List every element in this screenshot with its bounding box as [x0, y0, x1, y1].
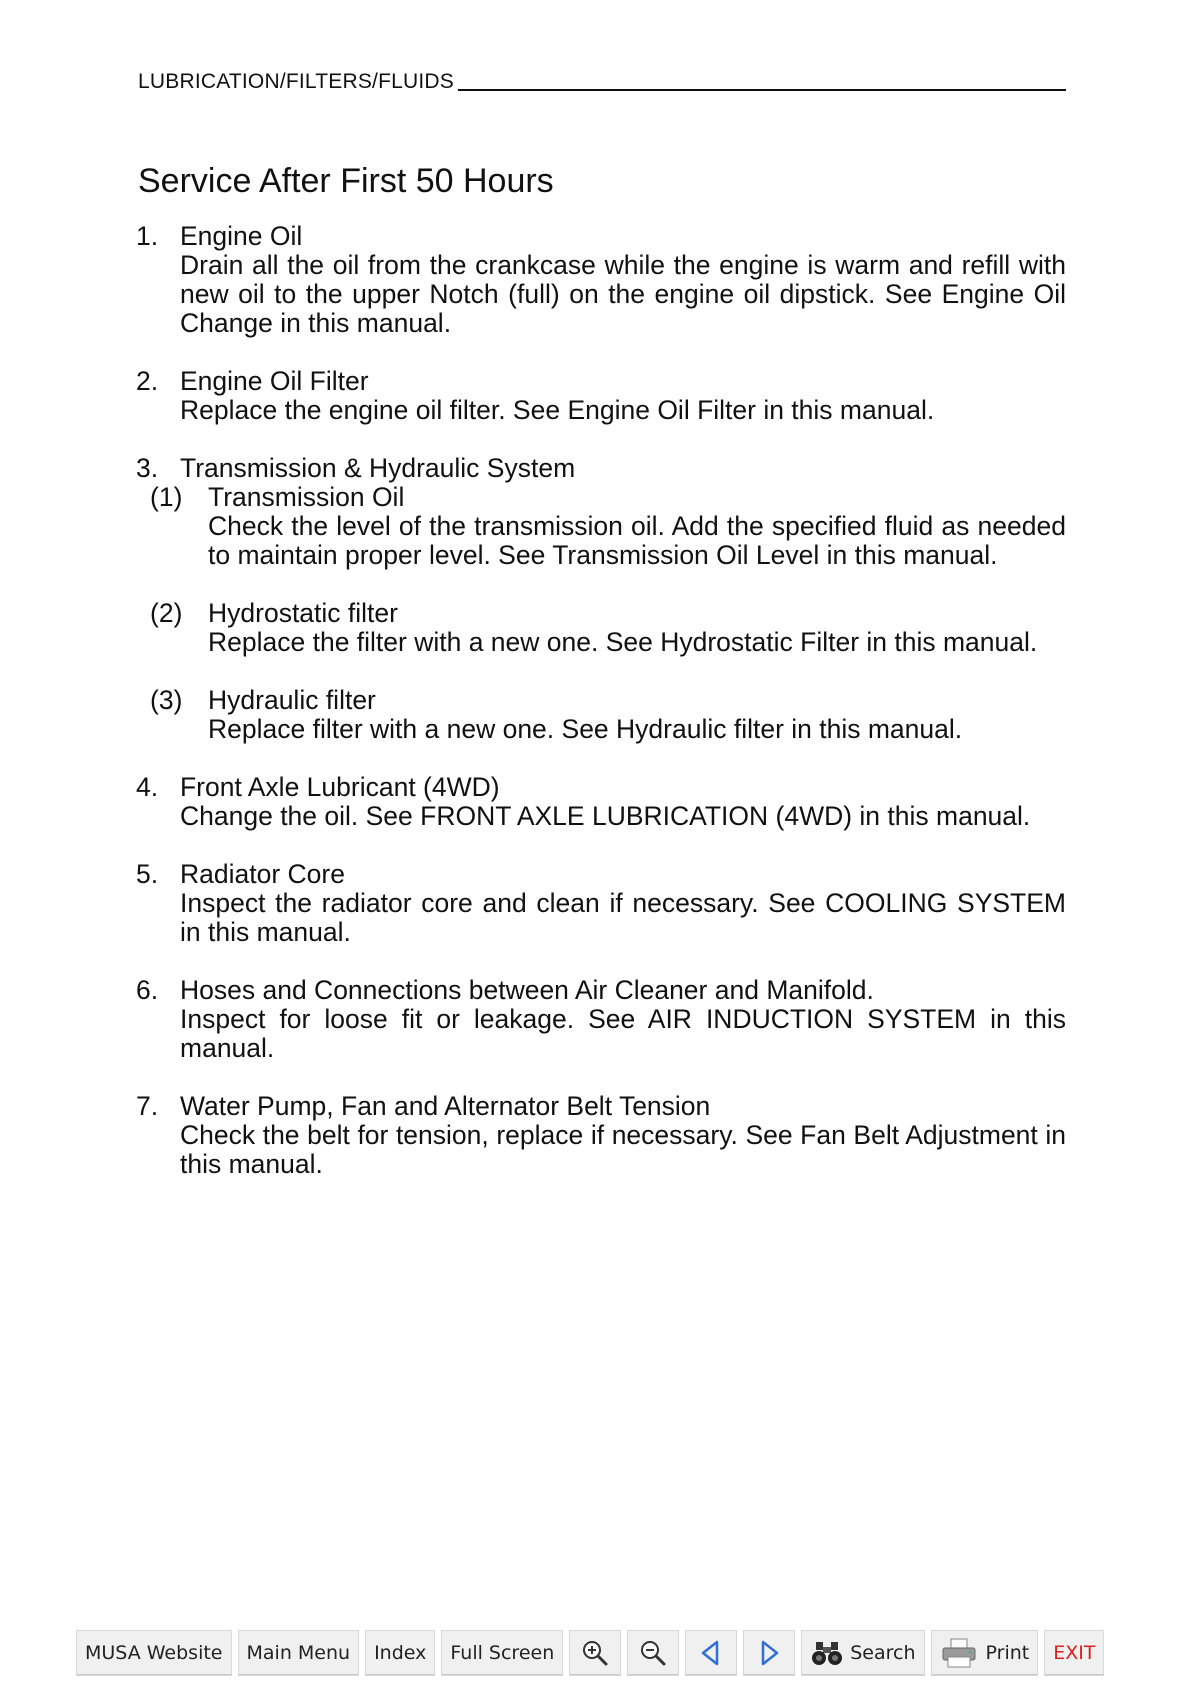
item-number: 5. — [136, 859, 159, 889]
list-item — [136, 367, 1066, 425]
item-number: 6. — [136, 975, 159, 1005]
item-description: Check the belt for tension, replace if necessary. See Fan Belt Adjustment in this manual. — [180, 1120, 1066, 1179]
item-description: Drain all the oil from the crankcase while the engine is warm and refill with new oil to the upper Notch (full) on the engine oil dipstick. See Engine Oil Change in this manual. — [180, 250, 1066, 338]
triangle-right-icon — [755, 1638, 783, 1668]
item-number: 7. — [136, 1091, 159, 1121]
main-menu-button[interactable]: Main Menu — [238, 1630, 360, 1676]
print-button[interactable] — [931, 1630, 1039, 1676]
item-description: Change the oil. See FRONT AXLE LUBRICATION (4WD) in this manual. — [180, 801, 1031, 831]
sub-item-heading: Transmission Oil — [208, 482, 405, 512]
item-heading: Front Axle Lubricant (4WD) — [180, 772, 500, 802]
item-heading: Transmission & Hydraulic System — [180, 453, 576, 483]
zoom-in-icon — [580, 1638, 610, 1668]
viewer-toolbar — [76, 1630, 1104, 1676]
item-description: Inspect for loose fit or leakage. See AIR INDUCTION SYSTEM in this manual. — [180, 1004, 1066, 1063]
sub-item-number: (1) — [150, 482, 183, 512]
index-button[interactable]: Index — [365, 1630, 435, 1676]
exit-button[interactable]: EXIT — [1044, 1630, 1104, 1676]
printer-icon — [940, 1637, 980, 1669]
running-header — [138, 70, 1066, 94]
item-heading: Radiator Core — [180, 859, 345, 889]
item-number: 2. — [136, 366, 159, 396]
triangle-left-icon — [697, 1638, 725, 1668]
zoom-in-button[interactable] — [569, 1630, 621, 1676]
item-number: 1. — [136, 221, 159, 251]
sub-item-heading: Hydraulic filter — [208, 685, 376, 715]
list-item — [136, 773, 1066, 831]
binoculars-icon — [810, 1639, 844, 1667]
sub-item — [150, 599, 1066, 657]
previous-page-button[interactable] — [685, 1630, 737, 1676]
item-heading: Hoses and Connections between Air Cleaner and Manifold. — [180, 975, 874, 1005]
item-number: 3. — [136, 453, 159, 483]
list-item — [136, 976, 1066, 1063]
sub-item-number: (3) — [150, 685, 183, 715]
list-item — [136, 222, 1066, 338]
search-button[interactable] — [801, 1630, 924, 1676]
next-page-button[interactable] — [743, 1630, 795, 1676]
item-description: Replace the engine oil filter. See Engine Oil Filter in this manual. — [180, 395, 935, 425]
sub-item-number: (2) — [150, 598, 183, 628]
service-list — [136, 222, 1066, 1208]
page-title: Service After First 50 Hours — [138, 162, 554, 200]
item-number: 4. — [136, 772, 159, 802]
sub-item-description: Check the level of the transmission oil. Add the specified fluid as needed to maintain proper level. See Transmission Oil Level in this manual. — [208, 511, 1066, 570]
section-name: LUBRICATION/FILTERS/FLUIDS — [138, 70, 454, 93]
sub-item-description: Replace the filter with a new one. See Hydrostatic Filter in this manual. — [208, 627, 1038, 657]
sub-item — [150, 686, 1066, 744]
sub-item-description: Replace filter with a new one. See Hydraulic filter in this manual. — [208, 714, 963, 744]
zoom-out-button[interactable] — [627, 1630, 679, 1676]
item-description: Inspect the radiator core and clean if necessary. See COOLING SYSTEM in this manual. — [180, 888, 1066, 947]
search-label: Search — [850, 1642, 916, 1664]
list-item — [136, 1092, 1066, 1179]
list-item — [136, 454, 1066, 483]
item-heading: Water Pump, Fan and Alternator Belt Tension — [180, 1091, 711, 1121]
musa-website-button[interactable]: MUSA Website — [76, 1630, 232, 1676]
list-item — [136, 860, 1066, 947]
sub-item — [150, 483, 1066, 570]
header-rule — [458, 89, 1066, 91]
item-heading: Engine Oil — [180, 221, 303, 251]
print-label: Print — [985, 1642, 1030, 1664]
zoom-out-icon — [638, 1638, 668, 1668]
item-heading: Engine Oil Filter — [180, 366, 369, 396]
full-screen-button[interactable]: Full Screen — [441, 1630, 563, 1676]
sub-item-heading: Hydrostatic filter — [208, 598, 398, 628]
